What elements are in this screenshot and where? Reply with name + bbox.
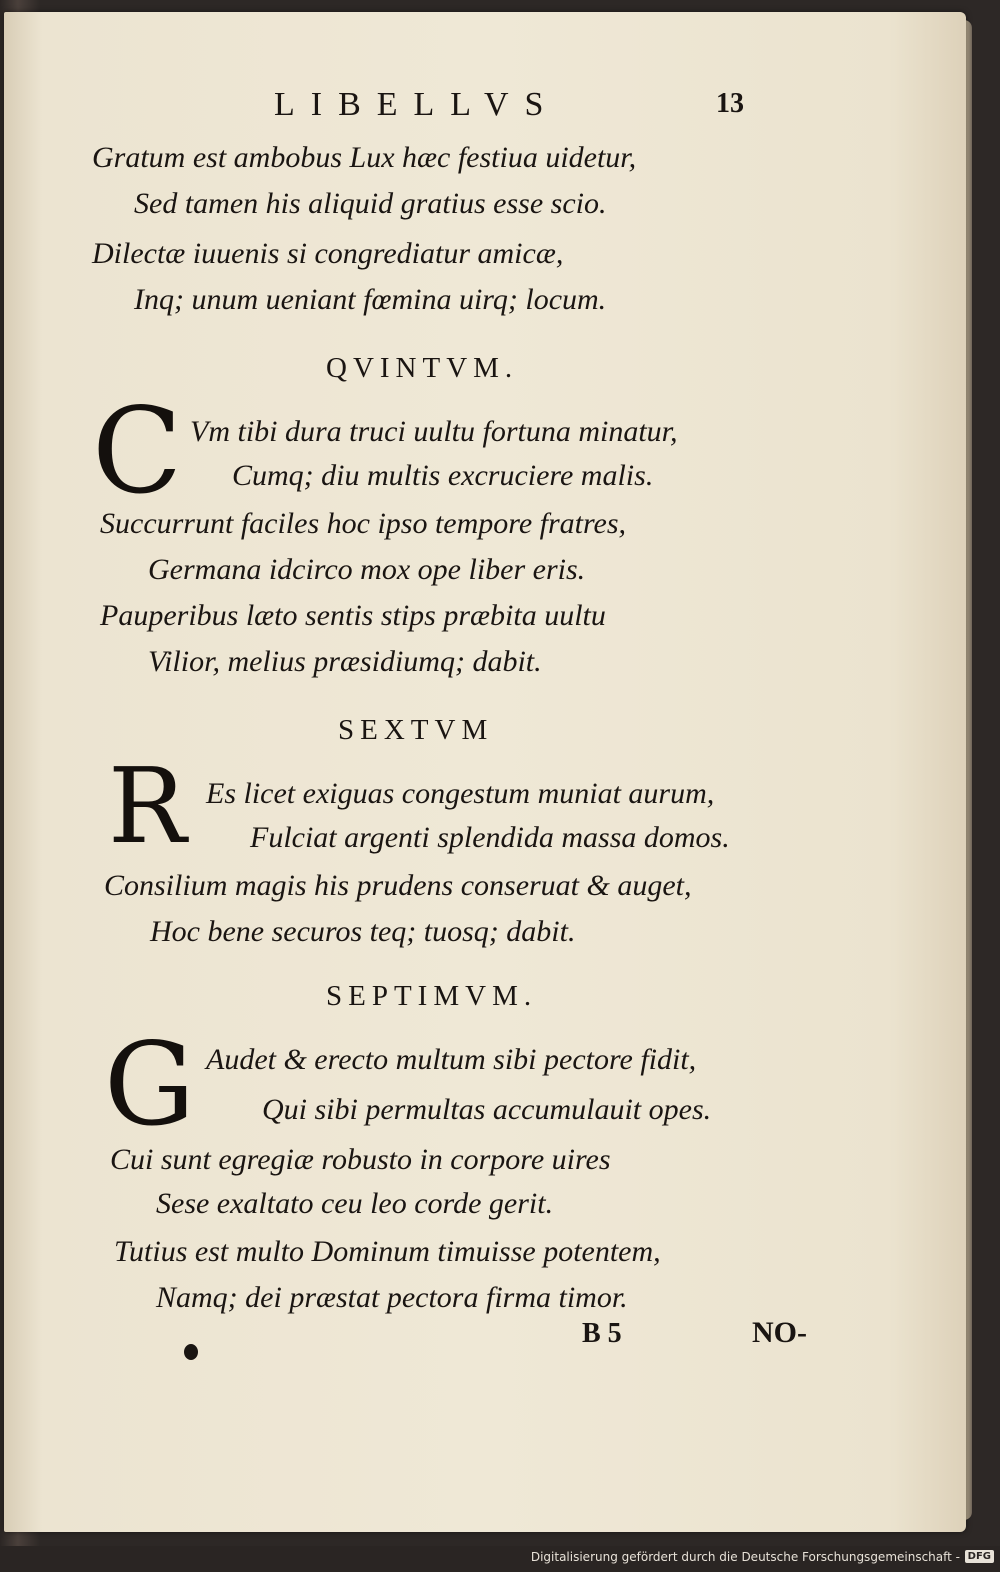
initial-letter: R bbox=[108, 745, 187, 867]
page-number: 13 bbox=[716, 88, 744, 119]
verse-line: Cui sunt egregiæ robusto in corpore uires bbox=[110, 1143, 611, 1176]
verse-line: Audet & erecto multum sibi pectore fidit, bbox=[206, 1043, 697, 1076]
verse-line: Cumq; diu multis excruciere malis. bbox=[232, 459, 654, 492]
verse-line: Succurrunt faciles hoc ipso tempore fratres, bbox=[100, 507, 627, 540]
verse-line: Sese exaltato ceu leo corde gerit. bbox=[156, 1187, 554, 1220]
verse-line: Namq; dei præstat pectora firma timor. bbox=[156, 1281, 628, 1314]
verse-line: Vilior, melius præsidiumq; dabit. bbox=[148, 645, 542, 678]
verse-line: Sed tamen his aliquid gratius esse scio. bbox=[134, 187, 607, 220]
running-title: LIBELLVS bbox=[274, 86, 560, 123]
section-heading-sextum: SEXTVM bbox=[338, 714, 494, 746]
verse-line: Gratum est ambobus Lux hæc festiua uidetur, bbox=[92, 141, 637, 174]
verse-line: Fulciat argenti splendida massa domos. bbox=[250, 821, 730, 854]
dfg-logo: DFG bbox=[965, 1550, 994, 1563]
initial-letter: G bbox=[104, 1018, 196, 1151]
verse-line: Germana idcirco mox ope liber eris. bbox=[148, 553, 586, 586]
section-heading-quintum: QVINTVM. bbox=[326, 352, 519, 384]
verse-line: Consilium magis his prudens conseruat & auget, bbox=[104, 869, 692, 902]
verse-line: Tutius est multo Dominum timuisse potentem, bbox=[114, 1235, 661, 1268]
catchword: NO- bbox=[752, 1316, 807, 1349]
digitization-credit: Digitalisierung gefördert durch die Deutsche Forschungsgemeinschaft - bbox=[530, 1550, 960, 1564]
verse-line: Pauperibus læto sentis stips præbita uultu bbox=[100, 599, 606, 632]
verse-line: Es licet exiguas congestum muniat aurum, bbox=[206, 777, 715, 810]
verse-line: Hoc bene securos teq; tuosq; dabit. bbox=[150, 915, 576, 948]
section-heading-septimum: SEPTIMVM. bbox=[326, 980, 538, 1012]
verse-line: Vm tibi dura truci uultu fortuna minatur, bbox=[190, 415, 678, 448]
signature-mark: B 5 bbox=[582, 1318, 622, 1349]
book-page bbox=[4, 12, 966, 1532]
ink-blot bbox=[184, 1344, 198, 1360]
verse-line: Inq; unum ueniant fœmina uirq; locum. bbox=[134, 283, 607, 316]
verse-line: Dilectæ iuuenis si congrediatur amicæ, bbox=[92, 237, 564, 270]
initial-letter: C bbox=[92, 382, 183, 520]
verse-line: Qui sibi permultas accumulauit opes. bbox=[262, 1093, 712, 1126]
